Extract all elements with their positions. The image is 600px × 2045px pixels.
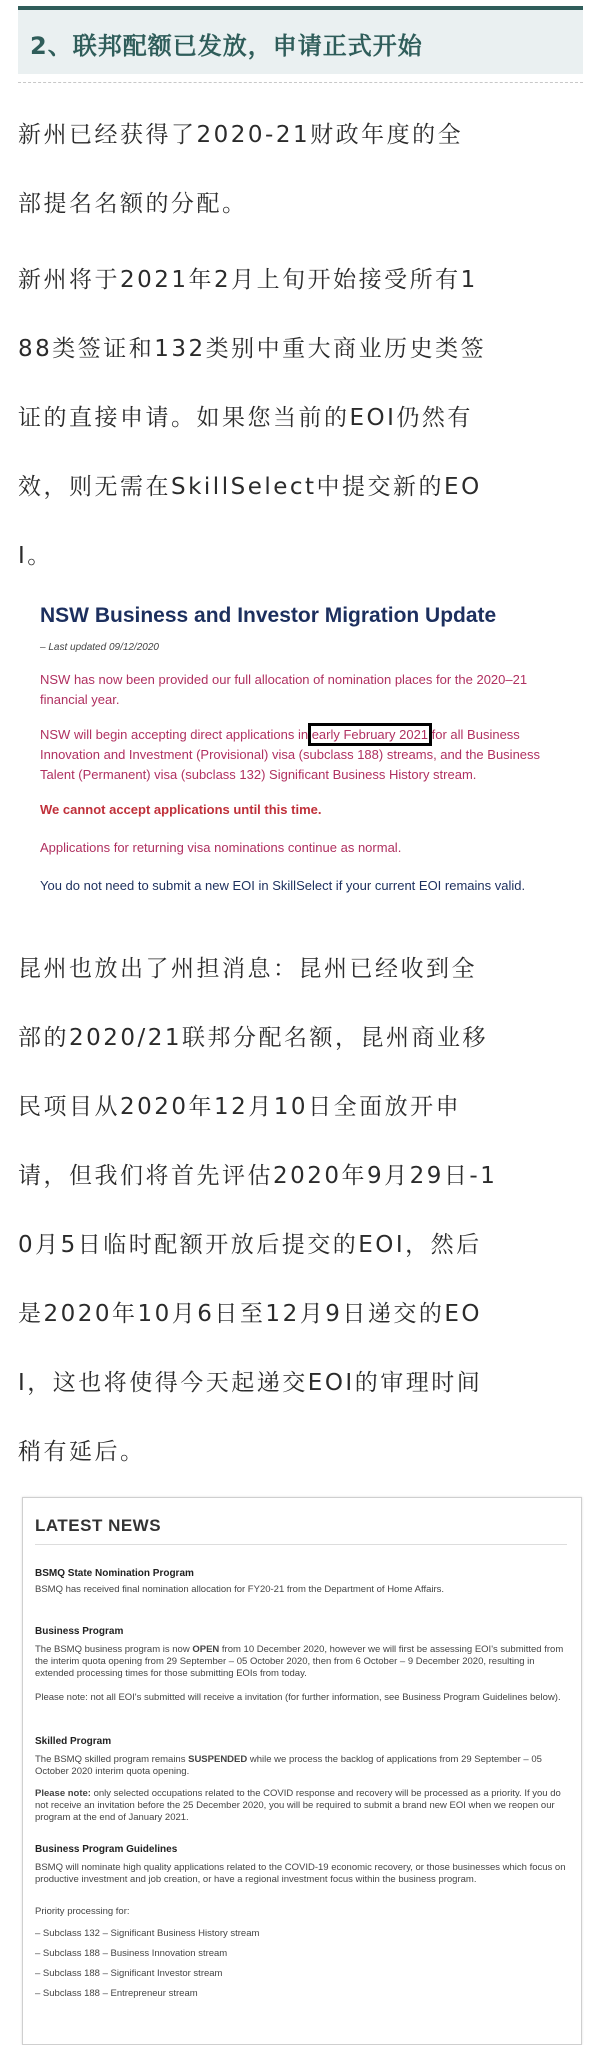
bsmq-state-program-text: BSMQ has received final nomination allocation for FY20-21 from the Department of Home Affairs. [35, 1584, 445, 1595]
text-line: 请，但我们将首先评估2020年9月29日-1 [18, 1163, 498, 1189]
bsmq-state-program-title: BSMQ State Nomination Program [35, 1568, 194, 1579]
nsw-update-date: – Last updated 09/12/2020 [40, 642, 159, 653]
latest-news-title: LATEST NEWS [35, 1516, 162, 1535]
skilled-program-note-text: only selected occupations related to the COVID response and recovery will be processed as a priority. If you do not receive an invitation before the 25 December 2020, you will be required to submit a brand new EOI when we reopen our program at the end of January 2021. [35, 1788, 561, 1823]
guidelines-title: Business Program Guidelines [35, 1844, 178, 1855]
open-status: OPEN [192, 1644, 220, 1655]
priority-item: – Subclass 188 – Business Innovation stream [35, 1948, 228, 1959]
text-line: 88类签证和132类别中重大商业历史类签 [18, 336, 487, 362]
business-program-title: Business Program [35, 1626, 124, 1637]
nsw-update-p2 [40, 725, 565, 785]
nsw-update-p2-start: NSW will begin accepting direct applications in [40, 727, 312, 742]
business-program-text-a: The BSMQ business program is now [35, 1644, 193, 1655]
skilled-program-text-a: The BSMQ skilled program remains [35, 1754, 189, 1765]
text-line: 昆州也放出了州担消息：昆州已经收到全 [18, 956, 477, 982]
section-title: 2、联邦配额已发放，申请正式开始 [30, 32, 423, 60]
text-line: 民项目从2020年12月10日全面放开申 [18, 1094, 462, 1120]
note-label: Please note: [35, 1788, 91, 1799]
suspended-status: SUSPENDED [188, 1754, 248, 1765]
nsw-update-image [28, 600, 573, 910]
skilled-program-note [35, 1788, 567, 1824]
skilled-program-text-b: while we process the backlog of applications from 29 September – 05 October 2020 interim quota opening. [35, 1754, 542, 1777]
intro-paragraph-1 [18, 101, 586, 239]
bsmq-news-image [22, 1497, 582, 2045]
priority-item: – Subclass 188 – Entrepreneur stream [35, 1988, 198, 1999]
skilled-program-title: Skilled Program [35, 1736, 112, 1747]
nsw-update-p1: NSW has now been provided our full allocation of nomination places for the 2020–21 financial year. [40, 672, 528, 707]
text-line: 新州已经获得了2020-21财政年度的全 [18, 122, 464, 148]
nsw-update-heading: NSW Business and Investor Migration Update [40, 604, 497, 627]
nsw-update-p2-end: for all Business Innovation and Investment (Provisional) visa (subclass 188) streams, and the Business Talent (Permanent) visa (subclass 132) Significant Business History stream. [40, 727, 541, 782]
latest-news-divider [35, 1544, 567, 1545]
section-header [18, 6, 583, 74]
text-line: 稍有延后。 [18, 1439, 146, 1465]
text-line: 效，则无需在SkillSelect中提交新的EO [18, 474, 482, 500]
business-program-text-b: from 10 December 2020, however we will first be assessing EOI's submitted from the interim quota opening from 29 September – 05 October 2020, then from 6 October – 9 December 2020, resulting in extended processing times for those submitting EOIs from today. [35, 1644, 564, 1679]
priority-item: – Subclass 132 – Significant Business History stream [35, 1928, 260, 1939]
highlighted-date: early February 2021 [311, 727, 429, 742]
intro-paragraph-2 [18, 246, 586, 591]
qld-paragraph [18, 935, 586, 1487]
nsw-update-p5: You do not need to submit a new EOI in SkillSelect if your current EOI remains valid. [40, 878, 526, 893]
guidelines-text: BSMQ will nominate high quality applications related to the COVID-19 economic recovery, or those businesses which focus on productive investment and job creation, or have a regional investment focus within the business program. [35, 1862, 566, 1885]
text-line: 是2020年10月6日至12月9日递交的EO [18, 1301, 482, 1327]
text-line: I。 [18, 543, 53, 569]
section-header-bar [18, 6, 583, 10]
skilled-program-text [35, 1754, 567, 1778]
nsw-update-warning: We cannot accept applications until this time. [40, 802, 322, 817]
text-line: 部的2020/21联邦分配名额，昆州商业移 [18, 1025, 489, 1051]
text-line: 0月5日临时配额开放后提交的EOI，然后 [18, 1232, 482, 1258]
nsw-update-p4: Applications for returning visa nominations continue as normal. [40, 840, 402, 855]
priority-label: Priority processing for: [35, 1906, 130, 1917]
priority-item: – Subclass 188 – Significant Investor stream [35, 1968, 223, 1979]
text-line: I，这也将使得今天起递交EOI的审理时间 [18, 1370, 483, 1396]
text-line: 证的直接申请。如果您当前的EOI仍然有 [18, 405, 473, 431]
business-program-note: Please note: not all EOI's submitted will receive a invitation (for further information, see Business Program Guidelines below). [35, 1692, 561, 1703]
text-line: 部提名名额的分配。 [18, 191, 248, 217]
text-line: 新州将于2021年2月上旬开始接受所有1 [18, 267, 478, 293]
section-divider [18, 82, 583, 83]
business-program-text [35, 1644, 567, 1680]
